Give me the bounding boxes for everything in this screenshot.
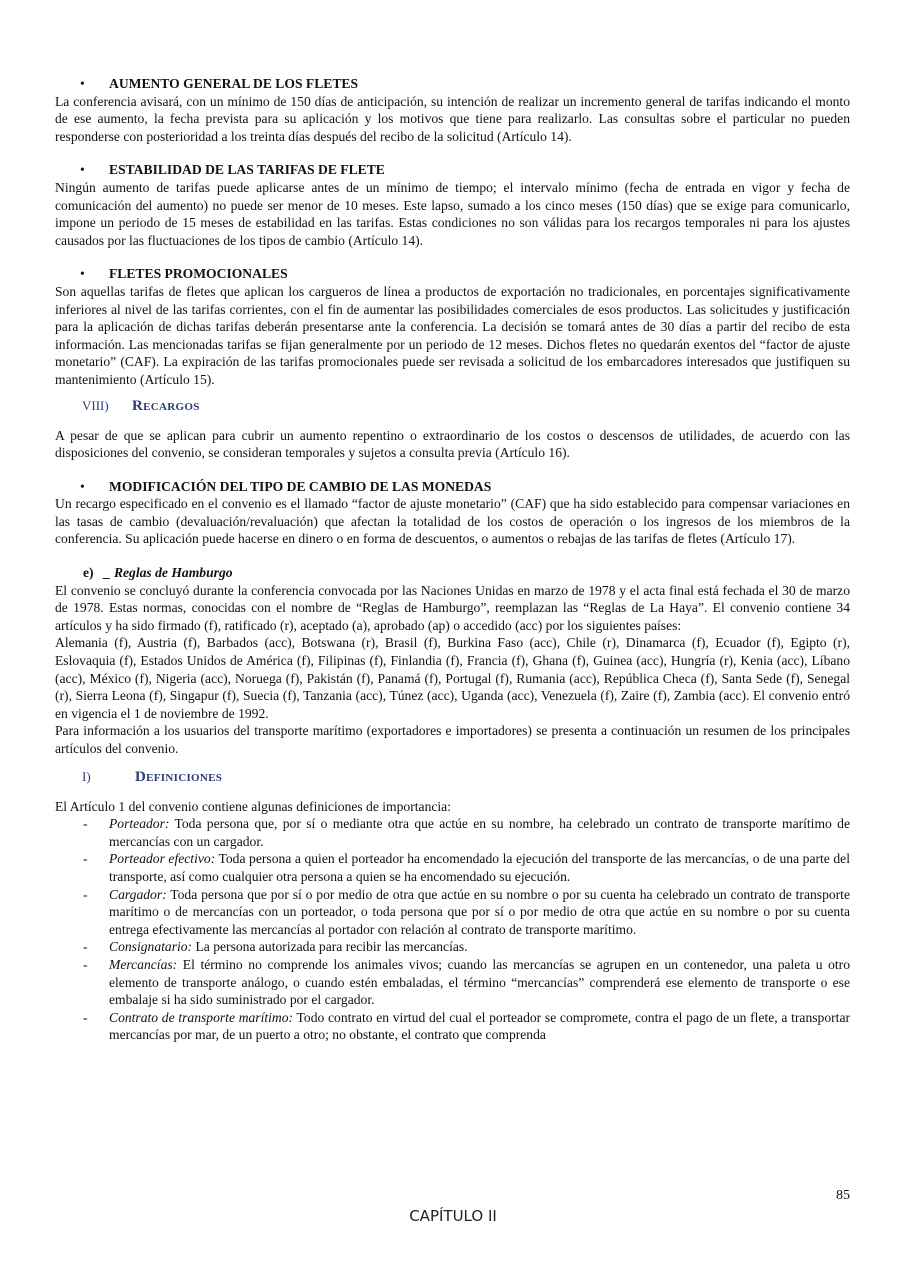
definition-text: Toda persona a quien el porteador ha encomendado la ejecución del transporte de las mercancías, o de una parte del transporte, así como cualquier otra persona a quien se ha encomendado su ejecución.	[109, 851, 850, 884]
paragraph-tipo-cambio: Un recargo especificado en el convenio es el llamado “factor de ajuste monetario” (CAF) que ha sido establecido para compensar variaciones en las tasas de cambio (devaluación/revaluación) que afectan la totalidad de los costos de operación o los ingresos de los miembros de la conferencia. Su aplicación puede hacerse en dinero o en forma de descuentos, o aumentos o rebajas de las tarifas de fletes (Artículo 17).	[55, 496, 850, 547]
dash-marker: -	[83, 851, 88, 867]
definition-text: El término no comprende los animales vivos; cuando las mercancías se agrupen en un contenedor, una paleta u otro elemento de transporte análogo, o cuando estén embaladas, el término “mercancías” comprenderá ese elemento de transporte o ese embalaje si ha sido suministrado por el cargador.	[109, 956, 850, 1008]
bullet-heading-promocionales: • FLETES PROMOCIONALES	[55, 265, 850, 283]
section-number: I)	[82, 768, 91, 784]
chapter-footer: CAPÍTULO II	[409, 1207, 497, 1225]
bullet-heading-estabilidad: • ESTABILIDAD DE LAS TARIFAS DE FLETE	[55, 161, 850, 179]
paragraph-promocionales: Son aquellas tarifas de fletes que aplican los cargueros de línea a productos de exportación no tradicionales, en porcentajes significativamente inferiores al nivel de las tarifas corrientes, con el fin de aumentar las posibilidades comerciales de esos productos. Las solicitudes y justificación para la aplicación de dichas tarifas deberán presentarse ante la conferencia. La decisión se tomará antes de 30 días a partir del recibo de esta información. Las mencionadas tarifas se fijan generalmente por un periodo de 12 meses. Dichos fletes no quedarán exentos del “factor de ajuste monetario” (CAF). La expiración de las tarifas promocionales puede ser revisada a solicitud de los embarcadores interesados que justifiquen su mantenimiento (Artículo 15).	[55, 283, 850, 387]
definition-term: Porteador efectivo:	[109, 851, 216, 867]
section-heading-definiciones	[55, 766, 850, 788]
paragraph-hamburgo-resumen: Para información a los usuarios del transporte marítimo (exportadores e importadores) se presenta a continuación un resumen de los principales artículos del convenio.	[55, 723, 850, 756]
definition-term: Contrato de transporte marítimo:	[109, 1009, 294, 1025]
document-page	[55, 75, 850, 1044]
paragraph-hamburgo-paises: Alemania (f), Austria (f), Barbados (acc), Botswana (r), Brasil (f), Burkina Faso (acc), Chile (r), Dinamarca (f), Ecuador (f), Egipto (r), Eslovaquia (f), Estados Unidos de América (f), Filipinas (f), Finlandia (f), Francia (f), Ghana (f), Guinea (acc), Hungría (r), Kenia (acc), Líbano (acc), México (f), Nigeria (acc), Noruega (f), Pakistán (f), Panamá (f), Portugal (f), Rumania (acc), República Checa (f), Santa Sede (f), Senegal (r), Sierra Leona (f), Singapur (f), Suecia (f), Tanzania (acc), Túnez (acc), Uganda (acc), Venezuela (f), Zaire (f), Zambia (acc). El convenio entró en vigencia el 1 de noviembre de 1992.	[55, 635, 850, 721]
definition-term: Consignatario:	[109, 939, 193, 955]
definition-text: Toda persona que por sí o por medio de otra que actúe en su nombre o por su cuenta ha celebrado un contrato de transporte marítimo o de mercancías con un porteador, o toda persona que por sí o por medio de otra que actúe en su nombre o por su cuenta entrega efectivamente las mercancías al portador con relación al contrato de transporte marítimo.	[109, 886, 850, 937]
paragraph-definiciones-intro: El Artículo 1 del convenio contiene algunas definiciones de importancia:	[55, 798, 451, 814]
bullet-heading-tipo-cambio: • MODIFICACIÓN DEL TIPO DE CAMBIO DE LAS MONEDAS	[55, 478, 850, 496]
subsection-heading-hamburgo	[55, 564, 850, 582]
list-item	[55, 886, 850, 939]
list-item	[55, 1009, 850, 1044]
subsection-letter: e)	[83, 565, 94, 581]
definition-term: Mercancías:	[109, 956, 178, 972]
dash-marker: -	[83, 1009, 88, 1025]
paragraph-aumento: La conferencia avisará, con un mínimo de 150 días de anticipación, su intención de realizar un incremento general de tarifas indicando el monto de ese aumento, la fecha prevista para su aplicación y los motivos que tiene para realizarlo. Las consultas sobre el particular no pueden responderse con posterioridad a los treinta días después del recibo de la solicitud (Artículo 14).	[55, 93, 850, 144]
paragraph-hamburgo-intro: El convenio se concluyó durante la conferencia convocada por las Naciones Unidas en marzo de 1978 y el acta final está fechada el 30 de marzo de 1978. Estas normas, conocidas con el nombre de “Reglas de Hamburgo”, reemplazan las “Reglas de La Haya”. El convenio contiene 34 artículos y ha sido firmado (f), ratificado (r), aceptado (a), aprobado (ap) o accedido (acc) por los siguientes países:	[55, 582, 850, 633]
dash-marker: -	[83, 956, 88, 972]
dash-marker: -	[83, 939, 88, 955]
definition-text: Todo contrato en virtud del cual el porteador se compromete, contra el pago de un flete, a transportar mercancías por mar, de un puerto a otro; no obstante, el contrato que comprenda	[109, 1009, 850, 1043]
section-title: Definiciones	[135, 768, 223, 785]
paragraph-estabilidad: Ningún aumento de tarifas puede aplicarse antes de un mínimo de tiempo; el intervalo mínimo (fecha de entrada en vigor y fecha de comunicación del aumento) no puede ser menor de 10 meses. Este lapso, sumado a los cinco meses (150 días) que se exige para comunicarlo, impone un periodo de 15 meses de estabilidad en las tarifas. Estas condiciones no son válidas para los recargos temporales ni para los ajustes causados por las fluctuaciones de los tipos de cambio (Artículo 14).	[55, 179, 850, 248]
list-item	[55, 956, 850, 1009]
definitions-list	[55, 815, 850, 1044]
section-title: Recargos	[132, 397, 200, 414]
list-item	[55, 815, 850, 850]
definition-term: Porteador:	[109, 816, 170, 832]
definition-term: Cargador:	[109, 886, 167, 902]
section-heading-recargos	[55, 395, 850, 417]
list-item	[55, 850, 850, 885]
definition-text: Toda persona que, por sí o mediante otra que actúe en su nombre, ha celebrado un contrato de transporte marítimo de mercancías con un cargador.	[109, 816, 850, 849]
dash-marker: -	[83, 886, 88, 902]
dash-marker: -	[83, 816, 88, 832]
paragraph-recargos: A pesar de que se aplican para cubrir un aumento repentino o extraordinario de los costos o descensos de utilidades, de acuerdo con las disposiciones del convenio, se consideran temporales y sujetos a consulta previa (Artículo 16).	[55, 427, 850, 461]
bullet-heading-aumento: • AUMENTO GENERAL DE LOS FLETES	[55, 75, 850, 93]
section-number: VIII)	[82, 397, 109, 413]
subsection-title: _ Reglas de Hamburgo	[103, 565, 233, 581]
list-item	[55, 938, 850, 956]
page-number: 85	[836, 1188, 850, 1203]
definition-text: La persona autorizada para recibir las mercancías.	[192, 939, 468, 955]
